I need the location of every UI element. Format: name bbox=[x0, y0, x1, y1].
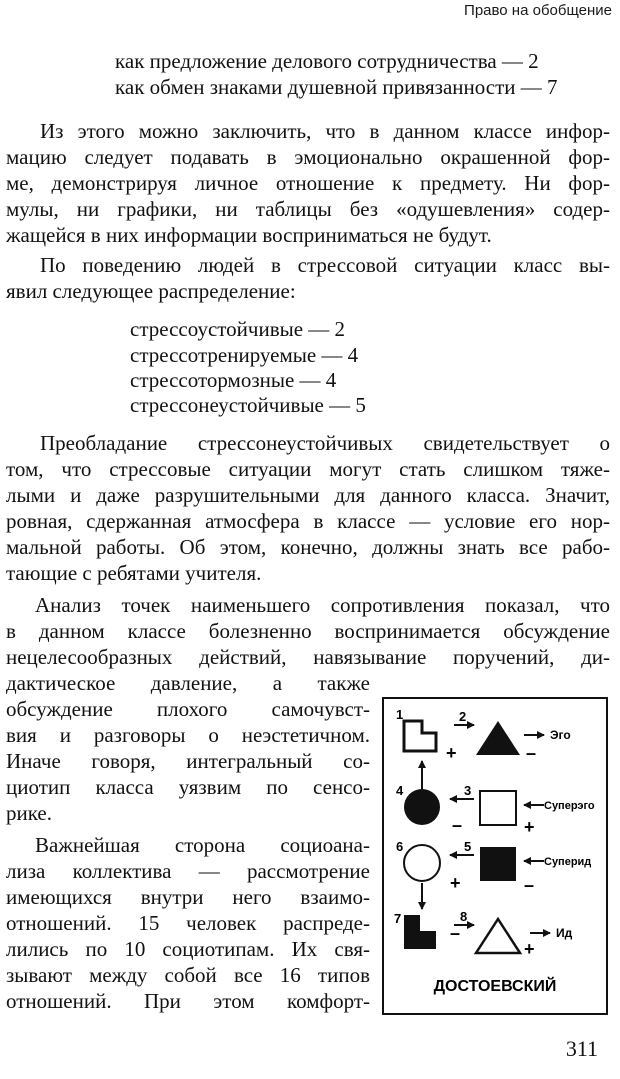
function-5-shape bbox=[480, 847, 516, 881]
figure-caption: ДОСТОЕВСКИЙ bbox=[433, 978, 557, 995]
function-3-shape bbox=[480, 791, 516, 825]
socionics-model-figure bbox=[382, 697, 608, 1015]
text-line: дактическое давление, а также bbox=[6, 671, 370, 695]
function-number: 5 bbox=[464, 839, 472, 854]
plus-sign: + bbox=[446, 743, 457, 763]
text-line: нецелесообразных действий, навязывание поручений, ди- bbox=[6, 645, 610, 669]
text-line: явил следующее распределение: bbox=[6, 279, 296, 303]
model-diagram bbox=[384, 699, 606, 1013]
minus-sign: – bbox=[526, 743, 537, 763]
function-number: 2 bbox=[459, 709, 467, 724]
text-line: циотип класса уязвим по сенсо- bbox=[6, 775, 370, 799]
function-number: 6 bbox=[396, 839, 404, 854]
text-line: обсуждение плохого самочувст- bbox=[6, 697, 370, 721]
text-line: ме, демонстрируя личное отношение к предмету. Ни фор- bbox=[6, 171, 610, 195]
text-line: По поведению людей в стрессовой ситуации класс вы- bbox=[40, 253, 610, 277]
text-line: том, что стрессовые ситуации могут стать слишком тяже- bbox=[6, 457, 610, 481]
text-line: мальной работы. Об этом, конечно, должны знать все рабо- bbox=[6, 535, 610, 559]
function-4-shape bbox=[404, 789, 440, 825]
function-number: 3 bbox=[464, 783, 472, 798]
superid-label: Суперид bbox=[544, 856, 592, 868]
text-line: отношений. При этом комфорт- bbox=[6, 989, 370, 1013]
text-line: Преобладание стрессонеустойчивых свидетельствует о bbox=[40, 431, 610, 455]
text-line: Важнейшая сторона социоана- bbox=[35, 833, 370, 857]
text-line: рике. bbox=[6, 801, 52, 825]
text-line: лились по 10 социотипам. Их свя- bbox=[6, 937, 370, 961]
page-number: 311 bbox=[565, 1036, 598, 1061]
ego-label: Эго bbox=[550, 728, 571, 742]
function-number: 4 bbox=[396, 783, 404, 798]
text-line: отношений. 15 человек распреде- bbox=[6, 911, 370, 935]
function-7-shape bbox=[404, 915, 436, 949]
text-line: жащейся в них информации восприниматься не будут. bbox=[6, 223, 492, 247]
text-line: Анализ точек наименьшего сопротивления показал, что bbox=[35, 593, 610, 617]
text-line: лиза коллектива — рассмотрение bbox=[6, 859, 370, 883]
text-line: в данном классе болезненно воспринимается обсуждение bbox=[6, 619, 610, 643]
plus-sign: + bbox=[524, 817, 535, 837]
minus-sign: – bbox=[452, 815, 463, 835]
text-line: имеющихся внутри него взаимо- bbox=[6, 885, 370, 909]
function-6-shape bbox=[404, 845, 440, 881]
list-item: стрессонеустойчивые — 5 bbox=[130, 393, 366, 417]
function-number: 8 bbox=[460, 909, 468, 924]
text-line: ровная, сдержанная атмосфера в классе — условие его нор- bbox=[6, 509, 610, 533]
minus-sign: – bbox=[524, 875, 535, 895]
text-line: зывают между собой все 16 типов bbox=[6, 963, 370, 987]
function-2-shape bbox=[476, 721, 520, 755]
list-item: как предложение делового сотрудничества — 2 bbox=[115, 49, 539, 73]
superego-label: Суперэго bbox=[544, 800, 595, 812]
id-label: Ид bbox=[556, 926, 573, 940]
text-line: тающие с ребятами учителя. bbox=[6, 561, 262, 585]
function-number: 1 bbox=[396, 707, 404, 722]
running-title: Право на обобщение bbox=[464, 2, 612, 19]
minus-sign: – bbox=[450, 923, 461, 943]
plus-sign: + bbox=[524, 939, 535, 959]
list-item: стрессоустойчивые — 2 bbox=[130, 317, 346, 341]
function-number: 7 bbox=[394, 911, 402, 926]
list-item: как обмен знаками душевной привязанности — 7 bbox=[115, 75, 558, 99]
text-line: Из этого можно заключить, что в данном классе инфор- bbox=[40, 119, 610, 143]
text-line: лыми и даже разрушительными для данного класса. Значит, bbox=[6, 483, 610, 507]
list-item: стрессотренируемые — 4 bbox=[130, 343, 359, 367]
text-line: вия и разговоры о неэстетичном. bbox=[6, 723, 370, 747]
function-1-shape bbox=[404, 721, 436, 751]
list-item: стрессотормозные — 4 bbox=[130, 368, 337, 392]
text-line: мулы, ни графики, ни таблицы без «одушевления» содер- bbox=[6, 197, 610, 221]
function-8-shape bbox=[476, 919, 520, 953]
text-line: мацию следует подавать в эмоционально окрашенной фор- bbox=[6, 145, 610, 169]
plus-sign: + bbox=[450, 873, 461, 893]
text-line: Иначе говоря, интегральный со- bbox=[6, 749, 370, 773]
